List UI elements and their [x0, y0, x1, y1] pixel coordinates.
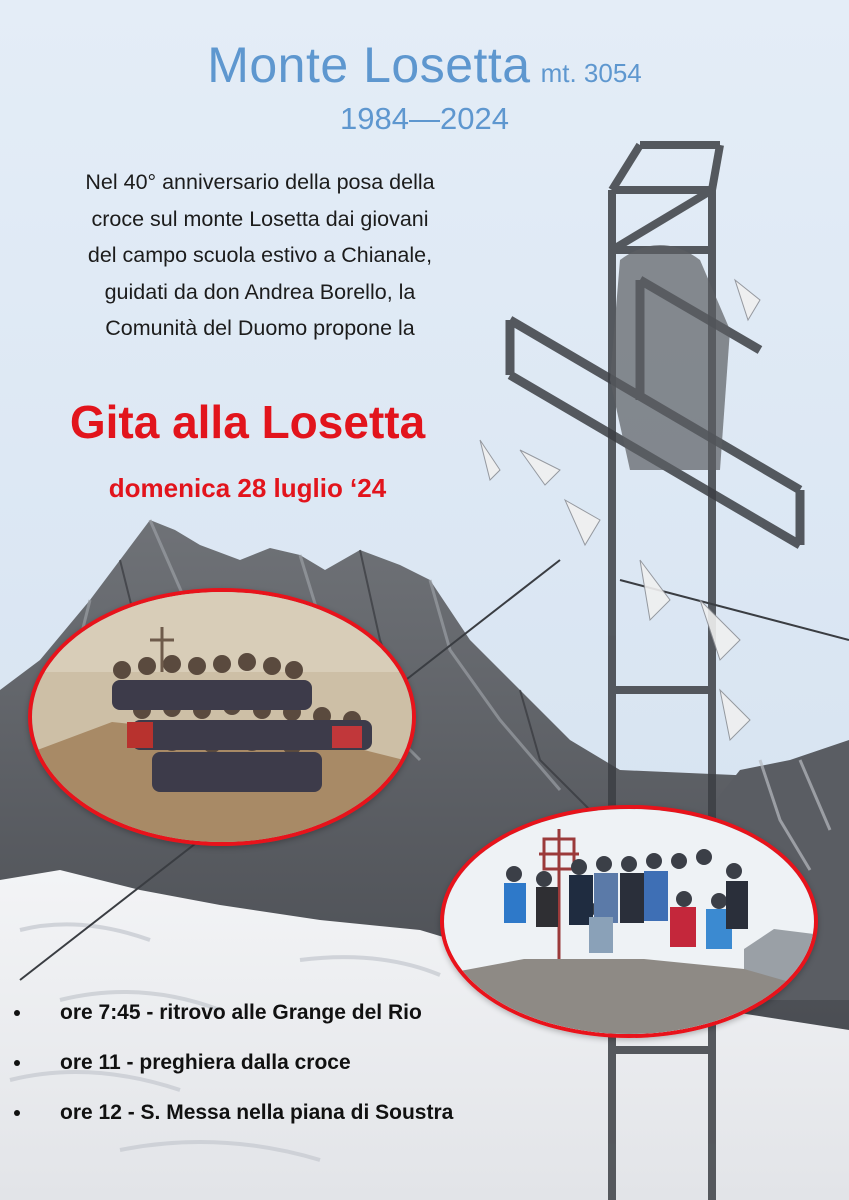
bullet-icon	[14, 1110, 20, 1116]
intro-line: guidati da don Andrea Borello, la	[104, 279, 416, 304]
anniversary-years: 1984—2024	[340, 101, 509, 136]
schedule-list	[14, 988, 614, 1138]
bullet-icon	[14, 1010, 20, 1016]
bullet-icon	[14, 1060, 20, 1066]
intro-line: del campo scuola estivo a Chianale,	[87, 243, 433, 267]
event-date: domenica 28 luglio ‘24	[108, 473, 387, 503]
title-row	[0, 36, 849, 94]
intro-line: Nel 40° anniversario della posa della	[85, 170, 435, 194]
event-title: Gita alla Losetta	[69, 396, 426, 448]
group-photo-1984	[28, 588, 416, 846]
schedule-item-text: ore 7:45 - ritrovo alle Grange del Rio	[60, 1001, 422, 1024]
schedule-item	[14, 1038, 614, 1088]
poster-title: Monte Losetta	[207, 37, 531, 93]
schedule-item	[14, 1088, 614, 1138]
intro-line: Comunità del Duomo propone la	[105, 316, 415, 340]
intro-line: croce sul monte Losetta dai giovani	[91, 206, 429, 231]
altitude-label: mt. 3054	[540, 58, 642, 88]
intro-paragraph	[30, 164, 490, 347]
group-photo-1984-image	[32, 592, 412, 842]
schedule-item-text: ore 11 - preghiera dalla croce	[60, 1051, 351, 1074]
schedule-item	[14, 988, 614, 1038]
schedule-item-text: ore 12 - S. Messa nella piana di Soustra	[60, 1101, 454, 1124]
